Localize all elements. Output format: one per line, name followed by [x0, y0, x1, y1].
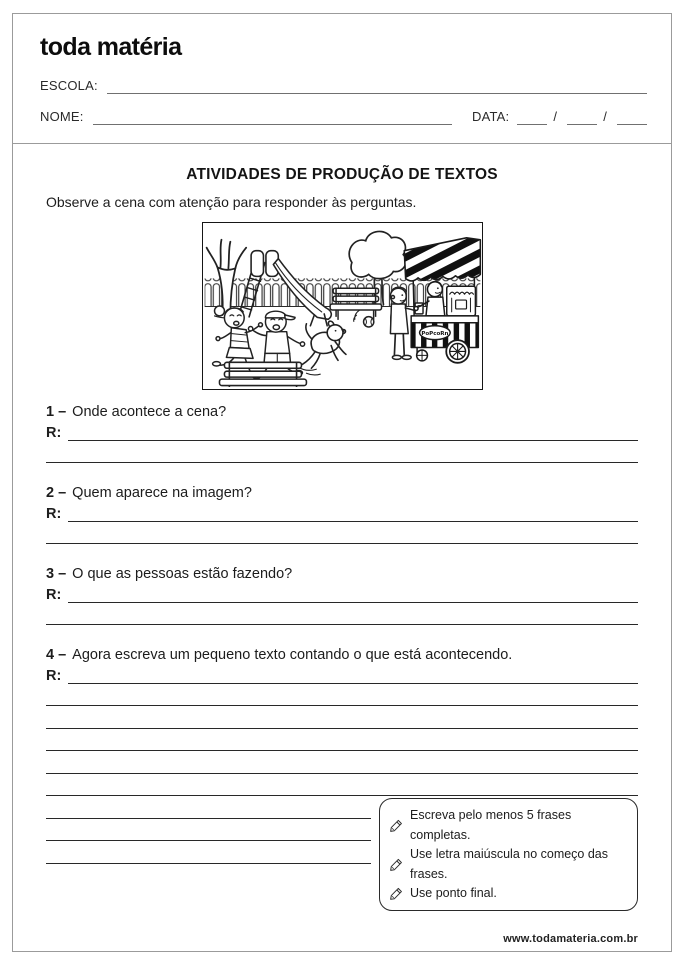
question-3-number: 3 –	[46, 566, 67, 582]
answer-prefix: R:	[46, 587, 62, 603]
pencil-icon	[389, 887, 403, 901]
tip-item	[389, 845, 627, 884]
answer-line[interactable]	[46, 684, 638, 706]
answer-line[interactable]	[46, 751, 638, 774]
question-1-number: 1 –	[46, 404, 67, 420]
question-4	[46, 647, 638, 911]
worksheet-body	[13, 166, 671, 945]
instruction-text: Observe a cena com atenção para responder às perguntas.	[46, 194, 417, 210]
ball	[353, 310, 373, 327]
date-label: DATA:	[472, 109, 510, 124]
tip-item	[389, 806, 627, 845]
pencil-icon	[389, 858, 403, 872]
school-label: ESCOLA:	[40, 78, 98, 93]
question-1	[46, 404, 638, 463]
answer-line[interactable]	[68, 502, 638, 522]
question-4-text: Agora escreva um pequeno texto contando o que está acontecendo.	[72, 647, 513, 663]
answer-prefix: R:	[46, 425, 62, 441]
name-input-line[interactable]	[93, 111, 452, 125]
short-answer-lines	[46, 796, 371, 911]
worksheet-sheet	[12, 13, 672, 952]
question-2-number: 2 –	[46, 485, 67, 501]
park-bench-front	[219, 362, 306, 387]
answer-line[interactable]	[46, 603, 638, 625]
answer-line[interactable]	[46, 796, 371, 819]
answer-prefix: R:	[46, 668, 62, 684]
tip-item	[389, 884, 627, 904]
page-title: ATIVIDADES DE PRODUÇÃO DE TEXTOS	[186, 166, 498, 183]
tip-text: Use letra maiúscula no começo das frases.	[410, 847, 609, 881]
answer-prefix: R:	[46, 506, 62, 522]
question-4-number: 4 –	[46, 647, 67, 663]
question-1-text: Onde acontece a cena?	[72, 404, 227, 420]
dog	[298, 321, 345, 375]
name-date-row	[40, 109, 647, 125]
school-input-line[interactable]	[107, 80, 647, 94]
park-scene-illustration	[202, 222, 483, 390]
worksheet-header	[13, 14, 671, 144]
answer-line[interactable]	[46, 819, 371, 842]
date-slash: /	[603, 109, 607, 124]
question-2-text: Quem aparece na imagem?	[72, 485, 252, 501]
pencil-icon	[389, 819, 403, 833]
answer-line[interactable]	[46, 706, 638, 729]
date-day-line[interactable]	[517, 111, 547, 125]
answer-line[interactable]	[46, 774, 638, 797]
answer-line[interactable]	[68, 421, 638, 441]
question-3	[46, 566, 638, 625]
popcorn-sign-text: PoPcoRn	[420, 330, 448, 337]
answer-line[interactable]	[68, 664, 638, 684]
answer-line[interactable]	[46, 522, 638, 544]
date-year-line[interactable]	[617, 111, 647, 125]
name-label: NOME:	[40, 109, 84, 124]
footer-url: www.todamateria.com.br	[503, 932, 638, 945]
school-row	[40, 78, 647, 94]
answer-tail-row	[46, 796, 638, 911]
date-month-line[interactable]	[567, 111, 597, 125]
toda-materia-logo: toda matéria	[40, 33, 182, 61]
cart-awning	[404, 238, 480, 281]
date-slash: /	[553, 109, 558, 124]
question-2	[46, 485, 638, 544]
answer-line[interactable]	[46, 841, 371, 864]
tip-text: Use ponto final.	[410, 886, 497, 900]
tips-box	[379, 798, 638, 911]
answer-line[interactable]	[46, 441, 638, 463]
question-3-text: O que as pessoas estão fazendo?	[72, 566, 293, 582]
answer-line[interactable]	[68, 583, 638, 603]
tip-text: Escreva pelo menos 5 frases completas.	[410, 808, 572, 842]
answer-line[interactable]	[46, 729, 638, 752]
park-scene-svg	[203, 223, 482, 389]
